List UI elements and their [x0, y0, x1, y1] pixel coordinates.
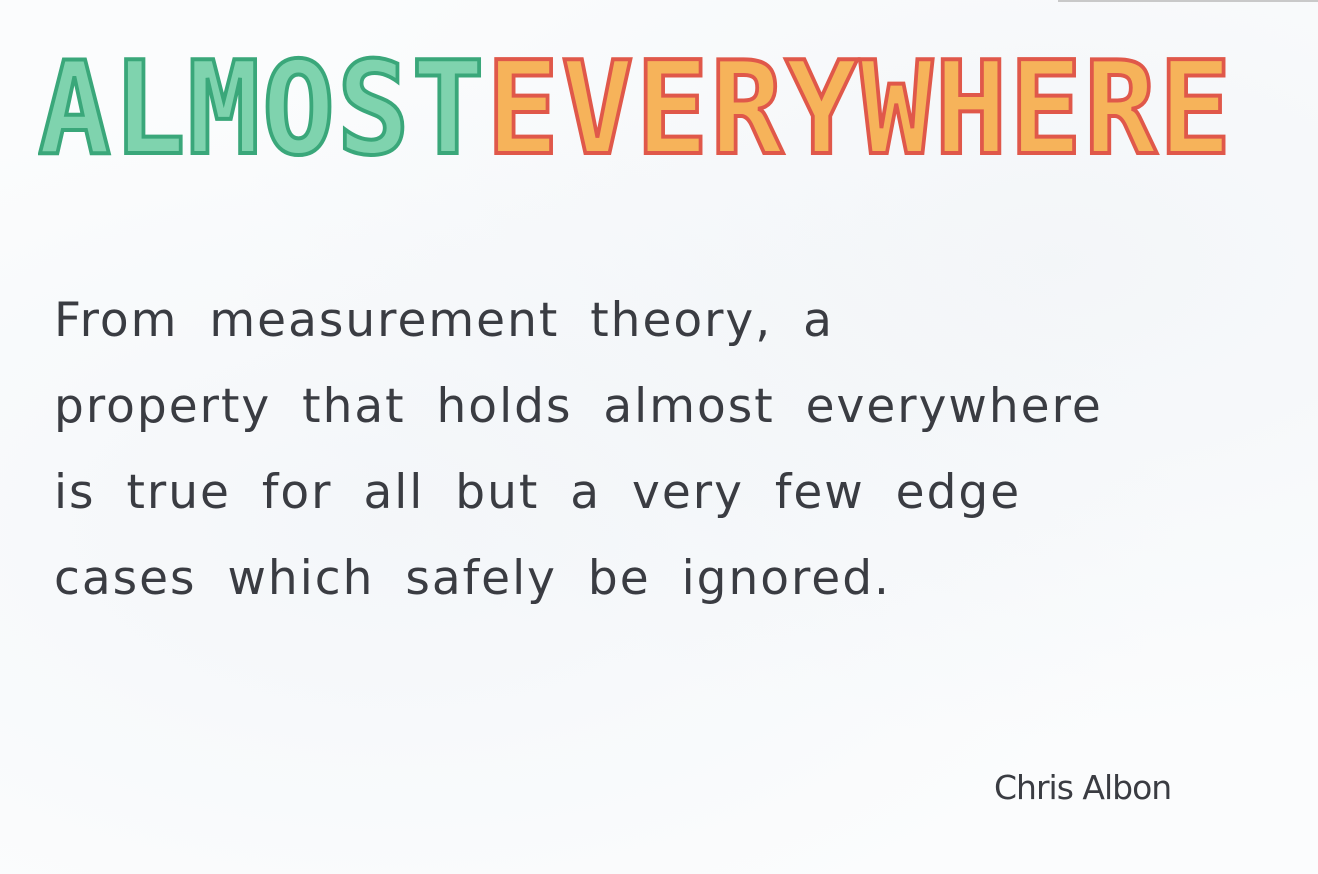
title-word-everywhere: EVERYWHERE [486, 35, 1234, 184]
page-title [38, 30, 1233, 190]
author-signature: Chris Albon [994, 768, 1172, 807]
definition-text [54, 278, 1174, 622]
definition-line-1: From measurement theory, a [54, 293, 834, 348]
paper-edge [1058, 0, 1318, 2]
definition-line-4: cases which safely be ignored. [54, 551, 891, 606]
title-word-almost: ALMOST [38, 35, 487, 184]
definition-line-2: property that holds almost everywhere [54, 379, 1103, 434]
definition-line-3: is true for all but a very few edge [54, 465, 1022, 520]
